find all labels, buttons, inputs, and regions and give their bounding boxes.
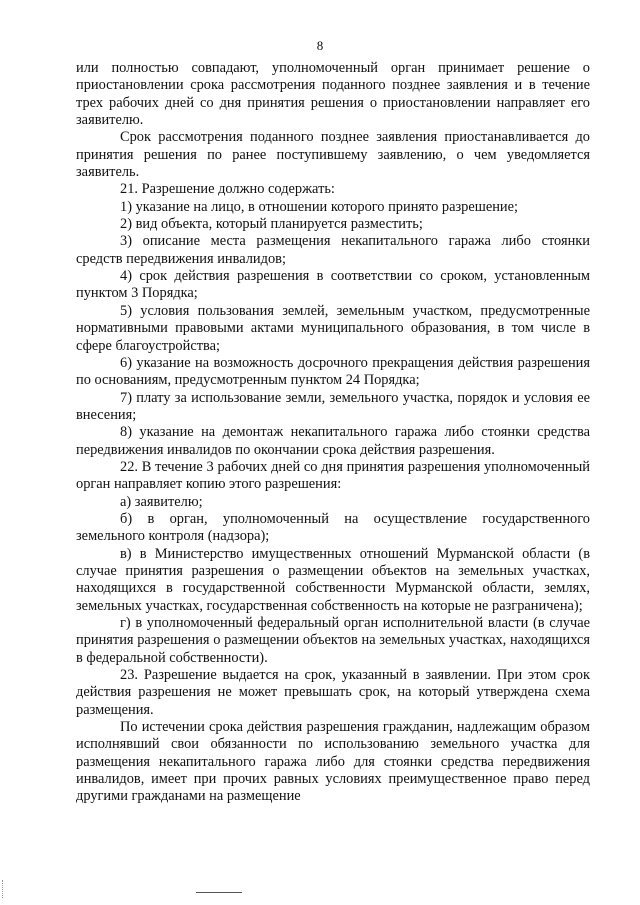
clause-22-heading: 22. В течение 3 рабочих дней со дня принятия разрешения уполномоченный орган направляет копию этого разрешения:	[76, 458, 590, 493]
clause-21-item-4: 4) срок действия разрешения в соответствии со сроком, установленным пунктом 3 Порядка;	[76, 268, 590, 302]
clause-23: 23. Разрешение выдается на срок, указанный в заявлении. При этом срок действия разрешения не может превышать срок, на который утверждена схема размещения.	[76, 667, 590, 718]
clause-21-heading: 21. Разрешение должно содержать:	[120, 181, 335, 198]
clause-21-item-7: 7) плату за использование земли, земельного участка, порядок и условия ее внесения;	[76, 389, 590, 423]
document-body	[76, 60, 590, 806]
clause-21-item-3: 3) описание места размещения некапитального гаража либо стоянки средств передвижения инвалидов;	[76, 233, 590, 267]
paragraph-continuation: или полностью совпадают, уполномоченный орган принимает решение о приостановлении срока рассмотрения поданного позднее заявления и в течение трех рабочих дней со дня принятия решения о приостановлении направляет его заявителю.	[76, 60, 590, 129]
clause-22-item-b: б) в орган, уполномоченный на осуществление государственного земельного контроля (надзора);	[76, 510, 590, 545]
clause-21-item-1: 1) указание на лицо, в отношении которого принято разрешение;	[120, 198, 519, 215]
clause-22-item-a: а) заявителю;	[120, 493, 203, 510]
paragraph-expiry: По истечении срока действия разрешения гражданин, надлежащим образом исполнявший свои обязанности по использованию земельного участка для размещения некапитального гаража либо для стоянки средства передвижения инвалидов, имеет при прочих равных условиях преимущественное право перед другими гражданами на размещение	[76, 719, 590, 805]
paragraph-suspension: Срок рассмотрения поданного позднее заявления приостанавливается до принятия решения по ранее поступившему заявлению, о чем уведомляется заявитель.	[76, 129, 590, 181]
clause-21-item-8: 8) указание на демонтаж некапитального гаража либо стоянки средства передвижения инвалидов по окончании срока действия разрешения.	[76, 424, 590, 458]
clause-22-item-g: г) в уполномоченный федеральный орган исполнительной власти (в случае принятия разрешения о размещении объектов на земельных участках, находящихся в федеральной собственности).	[76, 615, 590, 666]
clause-21-item-6: 6) указание на возможность досрочного прекращения действия разрешения по основаниям, предусмотренным пунктом 24 Порядка;	[76, 354, 590, 389]
clause-21-item-5: 5) условия пользования землей, земельным участком, предусмотренные нормативными правовыми актами муниципального образования, в том числе в сфере благоустройства;	[76, 302, 590, 354]
page-number: 8	[316, 38, 324, 53]
scan-edge-mark	[2, 880, 5, 898]
clause-22-item-v: в) в Министерство имущественных отношений Мурманской области (в случае принятия разрешения о размещении объектов на земельных участках, находящихся в государственной собственности Мурманской области, землях, земельных участках, государственная собственность на которые не разграничена);	[76, 545, 590, 614]
clause-21-item-2: 2) вид объекта, который планируется разместить;	[120, 216, 423, 233]
footer-divider	[196, 892, 242, 893]
